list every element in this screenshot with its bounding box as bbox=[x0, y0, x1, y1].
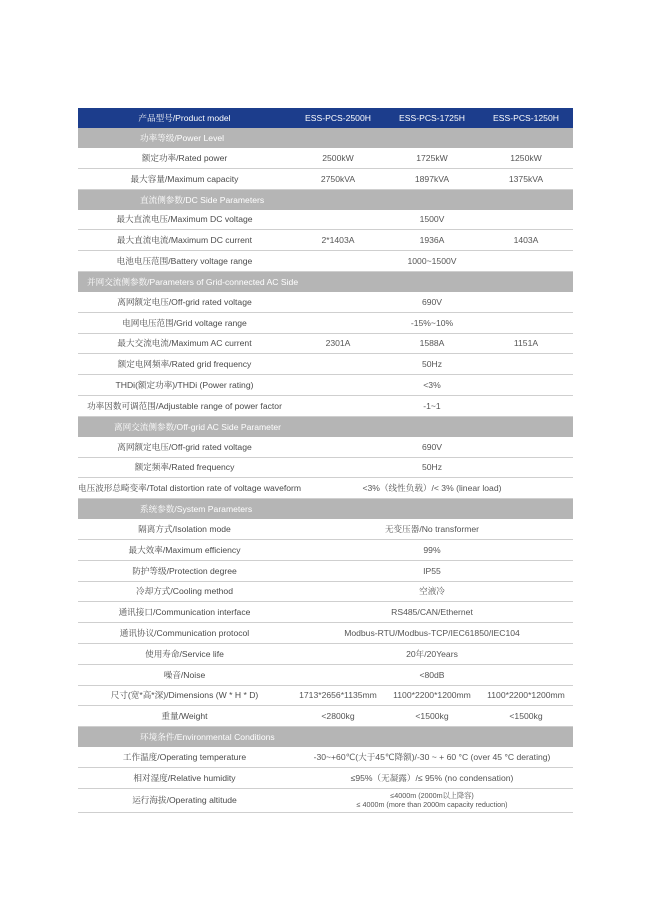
row-value: 1500V bbox=[291, 210, 573, 230]
header-model-2: ESS-PCS-1725H bbox=[385, 108, 479, 128]
section-title: 环境条件/Environmental Conditions bbox=[140, 732, 275, 743]
table-row bbox=[78, 437, 573, 457]
row-label: 运行海拔/Operating altitude bbox=[78, 788, 291, 812]
row-value: 1897kVA bbox=[385, 168, 479, 189]
row-label: 额定功率/Rated power bbox=[78, 148, 291, 168]
row-value: 1100*2200*1200mm bbox=[385, 685, 479, 706]
row-value: 无变压器/No transformer bbox=[291, 519, 573, 539]
row-label: 离网额定电压/Off-grid rated voltage bbox=[78, 292, 291, 312]
row-value: 690V bbox=[291, 292, 573, 312]
row-label: 额定频率/Rated frequency bbox=[78, 457, 291, 478]
row-label: 最大直流电流/Maximum DC current bbox=[78, 230, 291, 251]
row-label: 冷却方式/Cooling method bbox=[78, 581, 291, 602]
row-value: 1403A bbox=[479, 230, 573, 251]
row-value: ≤95%（无凝露）/≤ 95% (no condensation) bbox=[291, 767, 573, 788]
table-row bbox=[78, 581, 573, 602]
table-row bbox=[78, 395, 573, 416]
row-label: 功率因数可调范围/Adjustable range of power factor bbox=[78, 395, 291, 416]
section-title: 离网交流侧参数/Off-grid AC Side Parameter bbox=[114, 421, 281, 432]
table-row bbox=[78, 643, 573, 664]
section-title: 并网交流侧参数/Parameters of Grid-connected AC Side bbox=[87, 276, 299, 287]
row-label: 最大交流电流/Maximum AC current bbox=[78, 333, 291, 354]
row-label: 电网电压范围/Grid voltage range bbox=[78, 312, 291, 333]
table-row bbox=[78, 251, 573, 272]
row-value: 690V bbox=[291, 437, 573, 457]
table-row bbox=[78, 333, 573, 354]
row-value: 1375kVA bbox=[479, 168, 573, 189]
row-value: 1100*2200*1200mm bbox=[479, 685, 573, 706]
row-value bbox=[291, 788, 573, 812]
row-value: <1500kg bbox=[479, 706, 573, 727]
row-value: 1588A bbox=[385, 333, 479, 354]
row-value: 50Hz bbox=[291, 457, 573, 478]
row-value: Modbus-RTU/Modbus-TCP/IEC61850/IEC104 bbox=[291, 623, 573, 644]
row-label: 最大效率/Maximum efficiency bbox=[78, 539, 291, 560]
table-row bbox=[78, 210, 573, 230]
row-value: 50Hz bbox=[291, 354, 573, 375]
header-label: 产品型号/Product model bbox=[78, 108, 291, 128]
row-value: 1936A bbox=[385, 230, 479, 251]
section-offgrid-ac-side bbox=[78, 416, 573, 437]
table-row bbox=[78, 478, 573, 499]
table-row bbox=[78, 747, 573, 767]
row-label: 电压波形总畸变率/Total distortion rate of voltage waveform bbox=[78, 478, 291, 499]
table-row bbox=[78, 664, 573, 685]
row-value: <1500kg bbox=[385, 706, 479, 727]
section-dc-side bbox=[78, 189, 573, 210]
row-label: 噪音/Noise bbox=[78, 664, 291, 685]
section-title: 功率等级/Power Level bbox=[140, 133, 225, 143]
section-grid-ac-side bbox=[78, 271, 573, 292]
row-value: 2500kW bbox=[291, 148, 385, 168]
row-value: 99% bbox=[291, 539, 573, 560]
row-value: 1151A bbox=[479, 333, 573, 354]
row-label: 通讯接口/Communication interface bbox=[78, 602, 291, 623]
table-row bbox=[78, 292, 573, 312]
row-label: 电池电压范围/Battery voltage range bbox=[78, 251, 291, 272]
section-system-parameters bbox=[78, 499, 573, 520]
row-label: 额定电网频率/Rated grid frequency bbox=[78, 354, 291, 375]
row-label: 使用寿命/Service life bbox=[78, 643, 291, 664]
header-model-3: ESS-PCS-1250H bbox=[479, 108, 573, 128]
table-row bbox=[78, 230, 573, 251]
row-value: 2750kVA bbox=[291, 168, 385, 189]
row-label: 工作温度/Operating temperature bbox=[78, 747, 291, 767]
table-row bbox=[78, 623, 573, 644]
table-row bbox=[78, 788, 573, 812]
spec-table bbox=[78, 108, 573, 813]
row-label: 最大直流电压/Maximum DC voltage bbox=[78, 210, 291, 230]
row-label: 防护等级/Protection degree bbox=[78, 560, 291, 581]
row-label: 最大容量/Maximum capacity bbox=[78, 168, 291, 189]
table-row bbox=[78, 457, 573, 478]
row-value: 2301A bbox=[291, 333, 385, 354]
table-row bbox=[78, 539, 573, 560]
row-value: RS485/CAN/Ethernet bbox=[291, 602, 573, 623]
row-value: -30~+60℃(大于45℃降额)/-30 ~ + 60 °C (over 45 °C derating) bbox=[291, 747, 573, 767]
row-value: <3%（线性负载）/< 3% (linear load) bbox=[291, 478, 573, 499]
section-environmental-conditions bbox=[78, 727, 573, 748]
row-label: 离网额定电压/Off-grid rated voltage bbox=[78, 437, 291, 457]
row-value: <2800kg bbox=[291, 706, 385, 727]
table-row bbox=[78, 312, 573, 333]
section-power-level bbox=[78, 128, 573, 148]
row-label: 尺寸(宽*高*深)/Dimensions (W * H * D) bbox=[78, 685, 291, 706]
row-value-cn: ≤4000m (2000m以上降容) bbox=[390, 791, 474, 801]
row-label: THDi(额定功率)/THDi (Power rating) bbox=[78, 375, 291, 396]
table-row bbox=[78, 148, 573, 168]
table-row bbox=[78, 602, 573, 623]
table-row bbox=[78, 354, 573, 375]
row-label: 隔离方式/Isolation mode bbox=[78, 519, 291, 539]
row-value: -1~1 bbox=[291, 395, 573, 416]
row-value: 1713*2656*1135mm bbox=[291, 685, 385, 706]
row-value: 1250kW bbox=[479, 148, 573, 168]
row-label: 通讯协议/Communication protocol bbox=[78, 623, 291, 644]
row-value: -15%~10% bbox=[291, 312, 573, 333]
row-value: 空液冷 bbox=[291, 581, 573, 602]
row-value: <3% bbox=[291, 375, 573, 396]
row-value: 2*1403A bbox=[291, 230, 385, 251]
row-value: <80dB bbox=[291, 664, 573, 685]
table-row bbox=[78, 560, 573, 581]
row-value: IP55 bbox=[291, 560, 573, 581]
row-value: 1725kW bbox=[385, 148, 479, 168]
row-value: 1000~1500V bbox=[291, 251, 573, 272]
header-model-1: ESS-PCS-2500H bbox=[291, 108, 385, 128]
table-row bbox=[78, 375, 573, 396]
row-label: 重量/Weight bbox=[78, 706, 291, 727]
table-row bbox=[78, 519, 573, 539]
row-value-en: ≤ 4000m (more than 2000m capacity reduction) bbox=[356, 800, 508, 810]
row-value: 20年/20Years bbox=[291, 643, 573, 664]
table-row bbox=[78, 767, 573, 788]
table-header-row bbox=[78, 108, 573, 128]
table-row bbox=[78, 168, 573, 189]
table-row bbox=[78, 706, 573, 727]
row-label: 相对湿度/Relative humidity bbox=[78, 767, 291, 788]
section-title: 系统参数/System Parameters bbox=[140, 504, 253, 515]
section-title: 直流侧参数/DC Side Parameters bbox=[140, 194, 265, 205]
table-row bbox=[78, 685, 573, 706]
